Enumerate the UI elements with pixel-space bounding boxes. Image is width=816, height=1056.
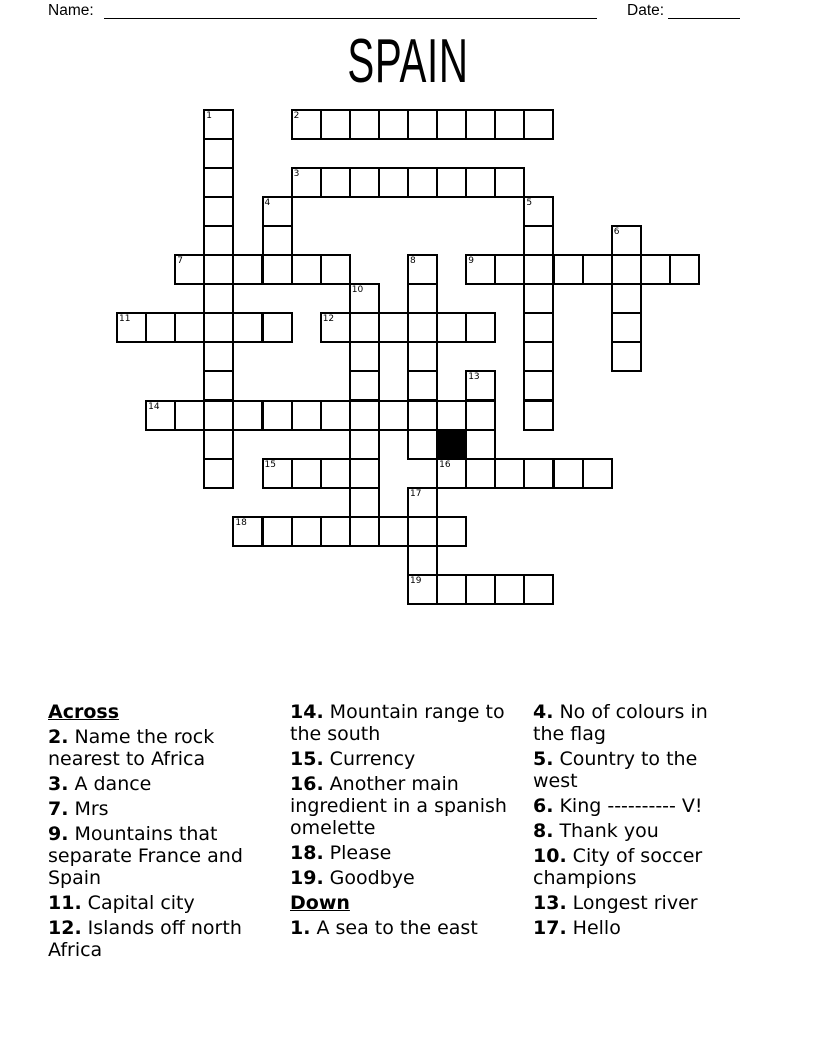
crossword-cell[interactable] — [349, 312, 380, 343]
clue-item — [533, 845, 728, 889]
crossword-cell[interactable] — [349, 429, 380, 460]
crossword-cell[interactable] — [349, 341, 380, 372]
clue-text: No of colours in the flag — [533, 701, 708, 745]
clue-number: 13. — [533, 892, 567, 914]
clue-text: Name the rock nearest to Africa — [48, 726, 215, 770]
crossword-cell[interactable] — [145, 400, 176, 431]
clue-text: Islands off north Africa — [48, 917, 242, 961]
crossword-cell[interactable] — [349, 516, 380, 547]
crossword-cell[interactable] — [523, 312, 554, 343]
clue-item — [48, 773, 258, 795]
crossword-cell[interactable] — [262, 225, 293, 256]
clue-column-2 — [290, 701, 518, 942]
crossword-cell[interactable] — [203, 138, 234, 169]
cell-number: 7 — [177, 256, 183, 266]
cell-number: 19 — [410, 576, 422, 587]
crossword-cell[interactable] — [407, 487, 438, 518]
crossword-cell[interactable] — [465, 400, 496, 431]
crossword-cell[interactable] — [465, 429, 496, 460]
clue-number: 8. — [533, 820, 554, 842]
crossword-cell[interactable] — [582, 254, 613, 285]
crossword-cell[interactable] — [232, 516, 263, 547]
crossword-cell[interactable] — [349, 487, 380, 518]
clue-item — [533, 748, 728, 792]
cell-number: 9 — [468, 256, 474, 266]
clue-number: 17. — [533, 917, 567, 939]
clue-text: Please — [329, 842, 392, 864]
crossword-cell[interactable] — [465, 254, 496, 285]
cell-number: 14 — [148, 401, 160, 412]
cell-number: 4 — [264, 197, 271, 208]
crossword-cell[interactable] — [611, 254, 642, 285]
crossword-cell[interactable] — [436, 458, 467, 489]
crossword-cell[interactable] — [203, 370, 234, 401]
clue-item — [48, 823, 258, 889]
crossword-cell[interactable] — [553, 458, 584, 489]
crossword-cell[interactable] — [465, 574, 496, 605]
crossword-cell[interactable] — [640, 254, 671, 285]
crossword-cell[interactable] — [262, 196, 293, 227]
crossword-cell[interactable] — [378, 312, 409, 343]
clue-number: 15. — [290, 748, 324, 770]
clue-text: King ---------- V! — [559, 795, 703, 817]
crossword-cell[interactable] — [291, 109, 322, 140]
crossword-cell[interactable] — [232, 312, 263, 343]
crossword-cell[interactable] — [320, 109, 351, 140]
clue-text: Another main ingredient in a spanish omelette — [290, 773, 507, 839]
crossword-cell[interactable] — [407, 574, 438, 605]
crossword-cell[interactable] — [320, 254, 351, 285]
clue-text: Mountain range to the south — [290, 701, 505, 745]
crossword-cell[interactable] — [436, 516, 467, 547]
crossword-cell[interactable] — [407, 167, 438, 198]
crossword-cell[interactable] — [291, 167, 322, 198]
clue-number: 2. — [48, 726, 69, 748]
crossword-cell[interactable] — [320, 167, 351, 198]
clue-number: 4. — [533, 701, 554, 723]
crossword-cell[interactable] — [232, 400, 263, 431]
clue-number: 3. — [48, 773, 69, 795]
clue-text: Capital city — [87, 892, 195, 914]
crossword-cell[interactable] — [291, 516, 322, 547]
crossword-cell[interactable] — [320, 312, 351, 343]
clue-item — [48, 917, 258, 961]
crossword-cell[interactable] — [262, 254, 293, 285]
clue-column-1 — [48, 701, 258, 964]
crossword-cell[interactable] — [523, 341, 554, 372]
crossword-cell[interactable] — [465, 167, 496, 198]
clue-number: 5. — [533, 748, 554, 770]
cell-number: 6 — [613, 226, 620, 237]
crossword-cell[interactable] — [262, 312, 293, 343]
clue-number: 7. — [48, 798, 69, 820]
crossword-cell[interactable] — [407, 400, 438, 431]
name-label: Name: — [48, 2, 94, 19]
crossword-cell[interactable] — [494, 254, 525, 285]
clue-number: 10. — [533, 845, 567, 867]
crossword-cell[interactable] — [174, 400, 205, 431]
crossword-cell[interactable] — [494, 458, 525, 489]
crossword-cell[interactable] — [494, 167, 525, 198]
crossword-cell[interactable] — [611, 225, 642, 256]
clue-text: City of soccer champions — [533, 845, 703, 889]
clue-number: 11. — [48, 892, 82, 914]
crossword-cell[interactable] — [523, 254, 554, 285]
crossword-cell[interactable] — [262, 400, 293, 431]
crossword-cell[interactable] — [203, 167, 234, 198]
crossword-cell[interactable] — [349, 458, 380, 489]
crossword-cell[interactable] — [203, 254, 234, 285]
crossword-cell[interactable] — [407, 429, 438, 460]
crossword-cell[interactable] — [523, 109, 554, 140]
cell-number: 11 — [119, 314, 131, 325]
crossword-cell[interactable] — [407, 545, 438, 576]
crossword-cell[interactable] — [262, 516, 293, 547]
clue-item — [533, 820, 728, 842]
cell-number: 5 — [526, 197, 533, 208]
cell-number: 10 — [351, 285, 364, 296]
cell-number: 3 — [293, 168, 300, 179]
crossword-cell[interactable] — [349, 400, 380, 431]
crossword-cell[interactable] — [349, 109, 380, 140]
crossword-cell[interactable] — [523, 196, 554, 227]
clue-item — [533, 701, 728, 745]
crossword-cell[interactable] — [465, 458, 496, 489]
clue-item — [533, 917, 728, 939]
clue-item — [290, 773, 518, 839]
crossword-cell[interactable] — [203, 429, 234, 460]
clue-item — [290, 842, 518, 864]
crossword-cell[interactable] — [349, 283, 380, 314]
clue-text: Mrs — [74, 798, 109, 820]
cell-number: 16 — [439, 459, 451, 470]
page-title: SPAIN — [347, 27, 469, 96]
clue-item — [290, 867, 518, 889]
clue-text: Longest river — [572, 892, 698, 914]
crossword-cell[interactable] — [611, 341, 642, 372]
crossword-cell[interactable] — [669, 254, 700, 285]
crossword-cell[interactable] — [436, 574, 467, 605]
crossword-cell[interactable] — [523, 283, 554, 314]
crossword-cell[interactable] — [116, 312, 147, 343]
crossword-cell[interactable] — [203, 196, 234, 227]
crossword-cell[interactable] — [203, 109, 234, 140]
crossword-cell[interactable] — [378, 400, 409, 431]
crossword-cell[interactable] — [407, 109, 438, 140]
crossword-cell[interactable] — [291, 458, 322, 489]
cell-number: 12 — [322, 314, 335, 325]
clue-number: 16. — [290, 773, 324, 795]
clue-number: 1. — [290, 917, 311, 939]
crossword-cell[interactable] — [523, 225, 554, 256]
crossword-cell[interactable] — [349, 370, 380, 401]
clue-item — [533, 892, 728, 914]
clue-item — [48, 726, 258, 770]
cell-number: 2 — [293, 110, 300, 121]
clue-number: 18. — [290, 842, 324, 864]
crossword-cell[interactable] — [203, 341, 234, 372]
crossword-cell[interactable] — [291, 400, 322, 431]
crossword-cell[interactable] — [320, 458, 351, 489]
clue-text: Hello — [572, 917, 621, 939]
crossword-cell[interactable] — [436, 109, 467, 140]
clue-text: Currency — [329, 748, 416, 770]
crossword-cell[interactable] — [494, 109, 525, 140]
crossword-cell[interactable] — [378, 167, 409, 198]
crossword-cell[interactable] — [174, 312, 205, 343]
crossword-cell[interactable] — [436, 312, 467, 343]
crossword-cell[interactable] — [203, 458, 234, 489]
clue-text: A dance — [74, 773, 152, 795]
crossword-cell[interactable] — [523, 458, 554, 489]
crossword-cell[interactable] — [407, 370, 438, 401]
crossword-cell[interactable] — [611, 283, 642, 314]
black-cell — [436, 429, 467, 460]
crossword-cell[interactable] — [203, 225, 234, 256]
crossword-cell[interactable] — [174, 254, 205, 285]
cell-number: 18 — [235, 517, 247, 528]
crossword-cell[interactable] — [436, 167, 467, 198]
clue-text: Goodbye — [329, 867, 415, 889]
crossword-cell[interactable] — [349, 167, 380, 198]
crossword-cell[interactable] — [203, 400, 234, 431]
crossword-cell[interactable] — [145, 312, 176, 343]
cell-number: 8 — [410, 256, 416, 266]
crossword-cell[interactable] — [320, 400, 351, 431]
crossword-cell[interactable] — [203, 283, 234, 314]
crossword-cell[interactable] — [494, 574, 525, 605]
crossword-cell[interactable] — [407, 312, 438, 343]
across-heading: Across — [48, 701, 120, 723]
crossword-cell[interactable] — [436, 400, 467, 431]
crossword-cell[interactable] — [378, 109, 409, 140]
clue-text: Thank you — [559, 820, 659, 842]
crossword-cell[interactable] — [291, 254, 322, 285]
clue-number: 6. — [533, 795, 554, 817]
crossword-cell[interactable] — [262, 458, 293, 489]
crossword-cell[interactable] — [407, 254, 438, 285]
clue-item — [290, 917, 518, 939]
date-label: Date: — [627, 2, 665, 19]
clue-item — [290, 748, 518, 770]
clue-text: A sea to the east — [316, 917, 478, 939]
cell-number: 13 — [468, 372, 480, 383]
crossword-cell[interactable] — [407, 341, 438, 372]
clue-item — [48, 892, 258, 914]
crossword-cell[interactable] — [553, 254, 584, 285]
crossword-cell[interactable] — [465, 312, 496, 343]
crossword-cell[interactable] — [407, 283, 438, 314]
crossword-cell[interactable] — [523, 574, 554, 605]
clue-number: 12. — [48, 917, 82, 939]
crossword-cell[interactable] — [582, 458, 613, 489]
clue-item — [48, 798, 258, 820]
cell-number: 17 — [410, 488, 422, 499]
crossword-cell[interactable] — [523, 370, 554, 401]
crossword-cell[interactable] — [611, 312, 642, 343]
clue-item — [290, 701, 518, 745]
down-heading: Down — [290, 892, 350, 914]
clue-item — [533, 795, 728, 817]
clue-text: Country to the west — [533, 748, 698, 792]
crossword-cell[interactable] — [378, 516, 409, 547]
crossword-cell[interactable] — [203, 312, 234, 343]
crossword-cell[interactable] — [320, 516, 351, 547]
clue-text: Mountains that separate France and Spain — [48, 823, 243, 889]
clue-column-3 — [533, 701, 728, 942]
crossword-cell[interactable] — [465, 370, 496, 401]
crossword-cell[interactable] — [407, 516, 438, 547]
crossword-cell[interactable] — [465, 109, 496, 140]
cell-number: 15 — [264, 459, 276, 470]
clue-number: 9. — [48, 823, 69, 845]
clue-number: 14. — [290, 701, 324, 723]
cell-number: 1 — [206, 110, 213, 121]
clue-number: 19. — [290, 867, 324, 889]
crossword-cell[interactable] — [232, 254, 263, 285]
crossword-cell[interactable] — [523, 400, 554, 431]
